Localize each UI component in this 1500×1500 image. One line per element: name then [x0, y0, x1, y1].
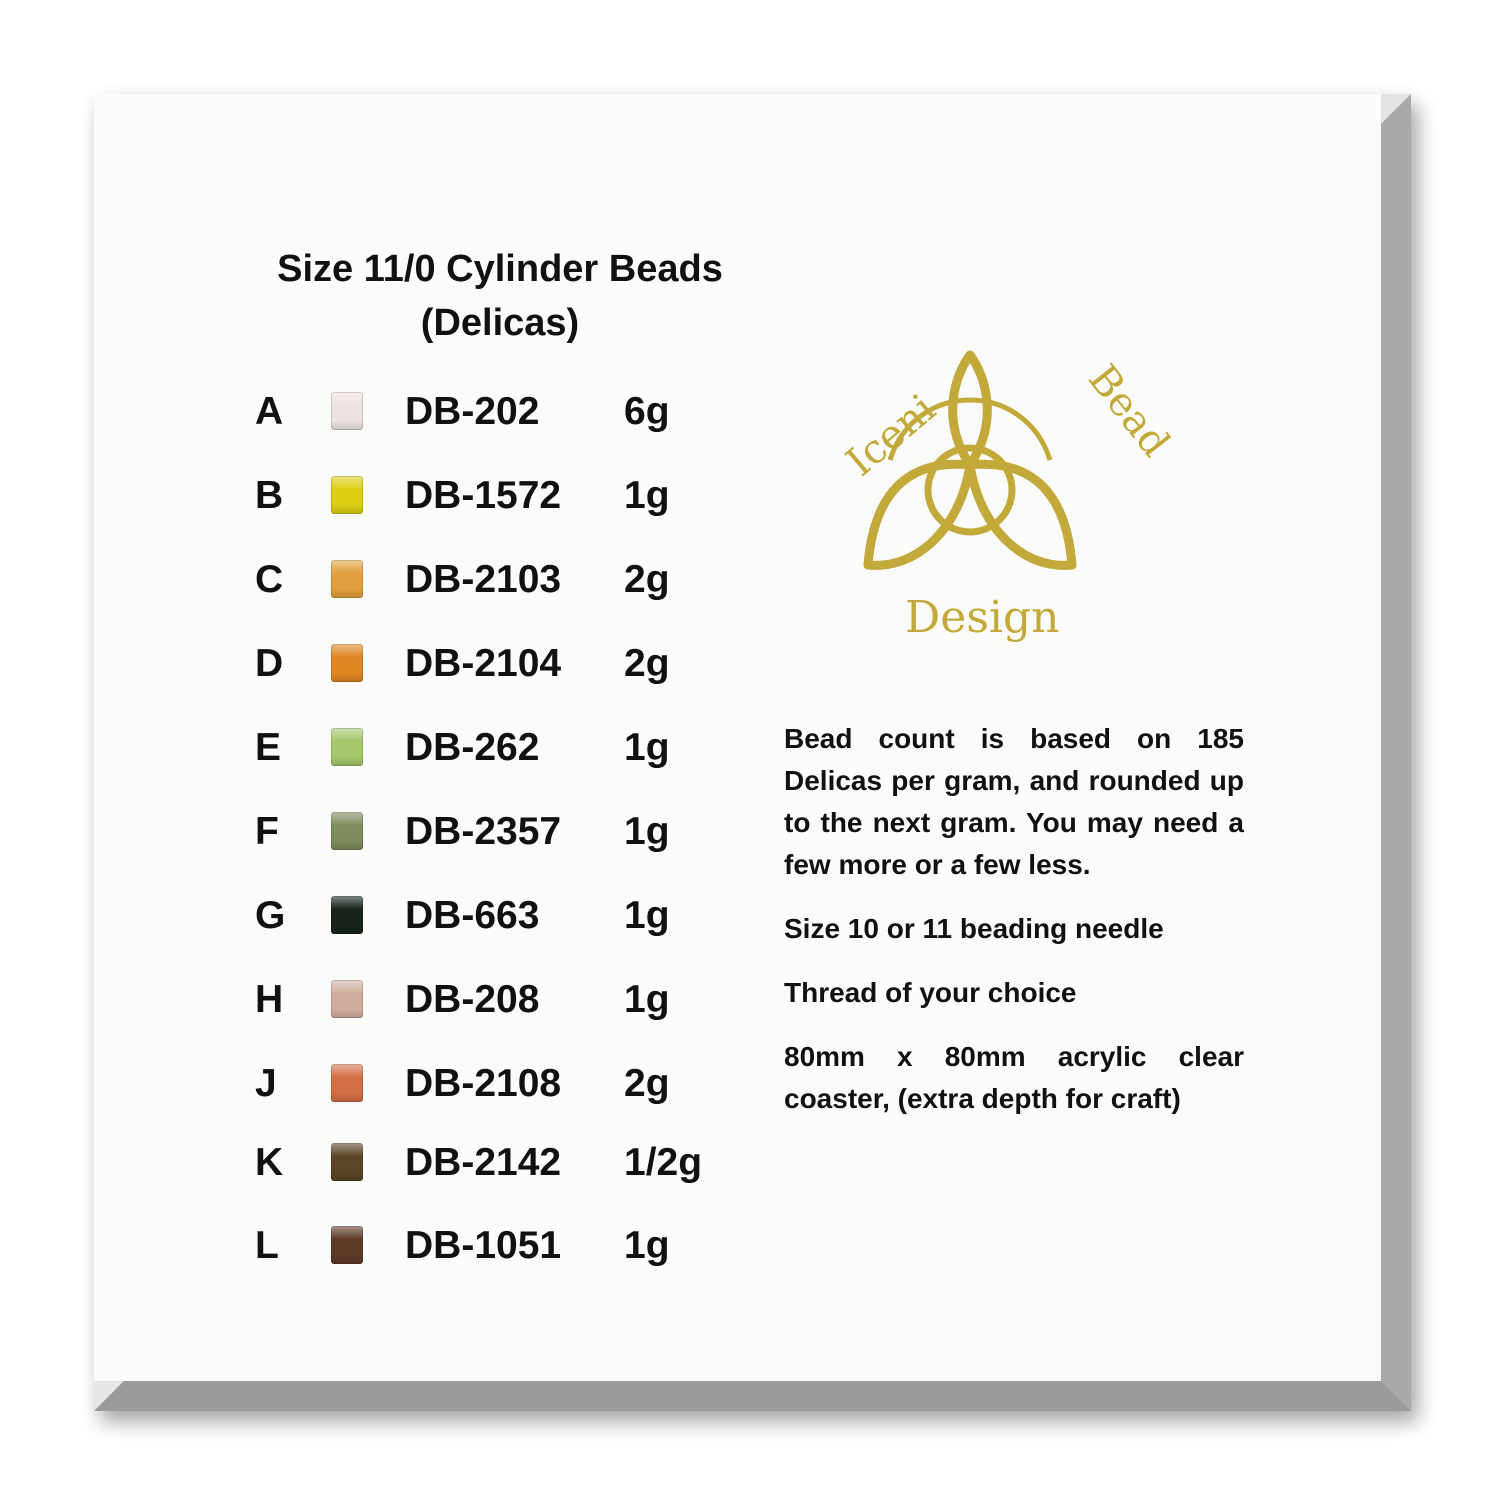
- bead-code: DB-2104: [405, 642, 562, 685]
- bead-amount: 1g: [624, 894, 670, 937]
- bead-letter: D: [255, 642, 284, 685]
- bead-amount: 2g: [624, 1062, 670, 1105]
- bead-amount: 1/2g: [624, 1141, 703, 1184]
- logo-word-iceni: Iceni: [837, 385, 945, 486]
- triquetra-right-loop: [970, 464, 1072, 565]
- bead-letter: A: [255, 390, 284, 433]
- bead-amount: 1g: [624, 726, 670, 769]
- bead-amount: 2g: [624, 642, 670, 685]
- bead-color-swatch: [331, 644, 363, 682]
- bead-row: [255, 1054, 775, 1114]
- bead-color-swatch: [331, 980, 363, 1018]
- bead-color-swatch: [331, 560, 363, 598]
- bead-code: DB-2142: [405, 1141, 562, 1184]
- bead-amount: 1g: [624, 474, 670, 517]
- bead-amount: 1g: [624, 810, 670, 853]
- bead-color-swatch: [331, 392, 363, 430]
- bead-letter: E: [255, 726, 282, 769]
- bead-row: [255, 382, 775, 442]
- page-title: Size 11/0 Cylinder Beads: [277, 248, 723, 290]
- bead-row: [255, 634, 775, 694]
- bead-row: [255, 550, 775, 610]
- bead-row: [255, 466, 775, 526]
- bead-letter: B: [255, 474, 284, 517]
- thread-note: Thread of your choice: [784, 977, 1077, 1008]
- bead-row: [255, 886, 775, 946]
- bead-color-swatch: [331, 1226, 363, 1264]
- bead-letter: H: [255, 978, 284, 1021]
- bead-row: [255, 970, 775, 1030]
- bead-code: DB-202: [405, 390, 540, 433]
- logo-word-bead: Bead: [1079, 356, 1179, 466]
- bead-amount: 1g: [624, 978, 670, 1021]
- bead-letter: L: [255, 1224, 279, 1267]
- bead-letter: G: [255, 894, 286, 937]
- bead-row: [255, 718, 775, 778]
- bead-code: DB-2108: [405, 1062, 562, 1105]
- bead-letter: J: [255, 1062, 277, 1105]
- bead-color-swatch: [331, 896, 363, 934]
- coaster-note: 80mm x 80mm acrylic clear coaster, (extra depth for craft): [784, 1041, 1244, 1114]
- bead-code: DB-1051: [405, 1224, 562, 1267]
- bead-code: DB-2103: [405, 558, 562, 601]
- notes-panel: [784, 718, 1244, 1142]
- page-subtitle: (Delicas): [420, 302, 580, 344]
- bevel-bottom: [94, 1381, 1411, 1411]
- bevel-right: [1381, 94, 1411, 1411]
- bead-code: DB-1572: [405, 474, 562, 517]
- bead-amount: 1g: [624, 1224, 670, 1267]
- needle-note: Size 10 or 11 beading needle: [784, 913, 1164, 944]
- bead-code: DB-208: [405, 978, 540, 1021]
- bead-row: [255, 802, 775, 862]
- bead-row: [255, 1133, 775, 1193]
- bead-letter: K: [255, 1141, 284, 1184]
- bead-color-swatch: [331, 728, 363, 766]
- bead-row: [255, 1216, 775, 1276]
- bead-amount: 6g: [624, 390, 670, 433]
- bead-code: DB-262: [405, 726, 540, 769]
- bead-color-swatch: [331, 476, 363, 514]
- bead-color-swatch: [331, 1143, 363, 1181]
- bead-code: DB-2357: [405, 810, 562, 853]
- bead-letter: F: [255, 810, 279, 853]
- logo-word-design: Design: [905, 592, 1060, 643]
- bead-amount: 2g: [624, 558, 670, 601]
- iceni-bead-design-logo: [820, 340, 1179, 650]
- triquetra-left-loop: [868, 464, 970, 565]
- bead-code: DB-663: [405, 894, 540, 937]
- bead-color-swatch: [331, 1064, 363, 1102]
- bead-color-swatch: [331, 812, 363, 850]
- bead-letter: C: [255, 558, 284, 601]
- bead-count-note: Bead count is based on 185 Delicas per gram, and rounded up to the next gram. You may need a few more or a few less.: [784, 723, 1244, 880]
